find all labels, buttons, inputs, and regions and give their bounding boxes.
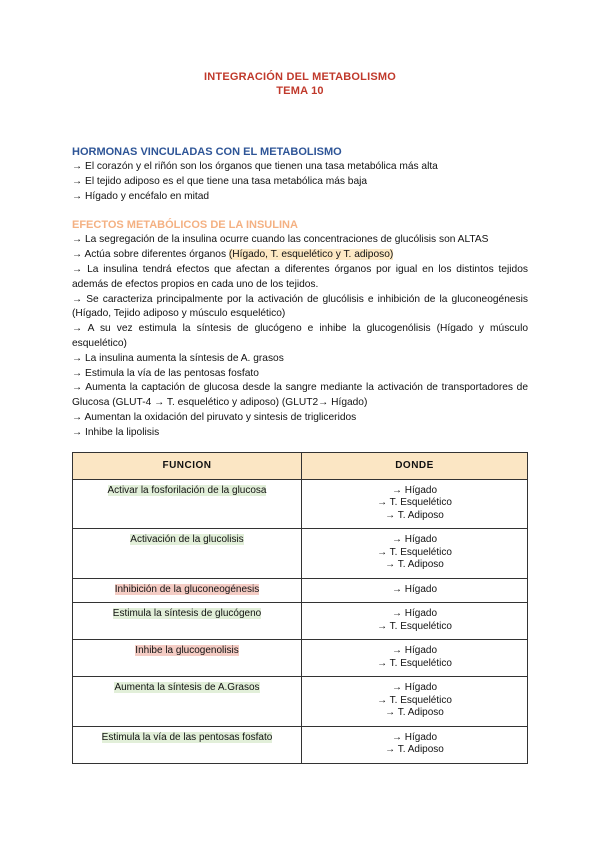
header-donde: DONDE [302,452,528,479]
table-row [73,479,528,529]
table-row [73,603,528,640]
section-insulina [72,218,528,440]
donde-line: → T. Esquelético [377,694,452,706]
funcion-text: Inhibición de la gluconeogénesis [114,583,260,595]
text-line: → Estimula la vía de las pentosas fosfato [72,367,259,379]
funcion-cell [73,603,302,640]
text-paragraph: → Aumenta la captación de glucosa desde la sangre mediante la activación de transportadores de Glucosa (GLUT-4 → T. esquelético y adiposo) (GLUT2→ Hígado) [72,382,528,409]
funcion-text: Inhibe la glucogenolisis [135,645,239,657]
text-paragraph: → A su vez estimula la síntesis de glucógeno e inhibe la glucogenólisis (Hígado y músculo esquelético) [72,323,528,349]
donde-line: → Hígado [391,682,438,694]
table-header-row [73,452,528,479]
donde-cell [302,529,528,579]
document-page [72,70,528,764]
document-subtitle: TEMA 10 [276,85,324,97]
donde-cell [302,479,528,529]
donde-line: → T. Esquelético [377,546,452,558]
text-line: → La insulina aumenta la síntesis de A. grasos [72,352,284,364]
text-line: → Aumentan la oxidación del piruvato y sintesis de trigliceridos [72,411,357,423]
funcion-text: Estimula la síntesis de glucógeno [112,608,262,620]
funcion-cell [73,677,302,727]
section-hormonas [72,145,528,204]
donde-line: → Hígado [391,731,438,743]
header-funcion: FUNCION [73,452,302,479]
text-paragraph: → Se caracteriza principalmente por la activación de glucólisis e inhibición de la gluconeogénesis (Hígado, Tejido adiposo y músculo esquelético) [72,293,528,320]
text-fragment: → Actúa sobre diferentes órganos [72,249,229,261]
section-heading-hormonas: HORMONAS VINCULADAS CON EL METABOLISMO [72,146,342,158]
highlighted-text: (Hígado, T. esquelético y T. adiposo) [228,249,394,261]
table-row [73,529,528,579]
donde-cell [302,726,528,763]
table-row [73,640,528,677]
table-row [73,726,528,763]
document-title: INTEGRACIÓN DEL METABOLISMO [204,71,396,83]
donde-cell [302,578,528,603]
text-line: → Inhibe la lipolisis [72,426,160,438]
donde-line: → T. Esquelético [377,497,452,509]
donde-cell [302,640,528,677]
functions-table [72,452,528,764]
donde-line: → T. Esquelético [377,657,452,669]
donde-cell [302,677,528,727]
text-line: → Hígado y encéfalo en mitad [72,190,210,202]
donde-line: → Hígado [391,484,438,496]
funcion-text: Estimula la vía de las pentosas fosfato [101,731,273,743]
donde-line: → Hígado [391,645,438,657]
text-paragraph: → La insulina tendrá efectos que afectan a diferentes órganos por igual en los distintos tejidos además de efectos propios en cada uno de los tejidos. [72,263,528,290]
funcion-cell [73,529,302,579]
table-row [73,578,528,603]
donde-line: → T. Esquelético [377,620,452,632]
funcion-cell [73,479,302,529]
donde-cell [302,603,528,640]
table-row [73,677,528,727]
donde-line: → T. Adiposo [385,707,444,719]
donde-line: → T. Adiposo [385,744,444,756]
donde-line: → T. Adiposo [385,559,444,571]
donde-line: → Hígado [391,608,438,620]
funcion-cell [73,578,302,603]
section-heading-insulina: EFECTOS METABÓLICOS DE LA INSULINA [72,219,298,232]
funcion-text: Activación de la glucolisis [130,534,244,546]
funcion-text: Aumenta la síntesis de A.Grasos [114,682,260,694]
text-line: → El corazón y el riñón son los órganos que tienen una tasa metabólica más alta [72,161,438,172]
funcion-text: Activar la fosforilación de la glucosa [107,484,267,496]
funcion-cell [73,726,302,763]
text-line: → La segregación de la insulina ocurre cuando las concentraciones de glucólisis son ALTAS [72,234,489,246]
funcion-cell [73,640,302,677]
text-line: → El tejido adiposo es el que tiene una tasa metabólica más baja [72,175,368,187]
text-line [72,248,528,263]
donde-line: → T. Adiposo [385,509,444,521]
donde-line: → Hígado [391,583,438,595]
donde-line: → Hígado [391,534,438,546]
